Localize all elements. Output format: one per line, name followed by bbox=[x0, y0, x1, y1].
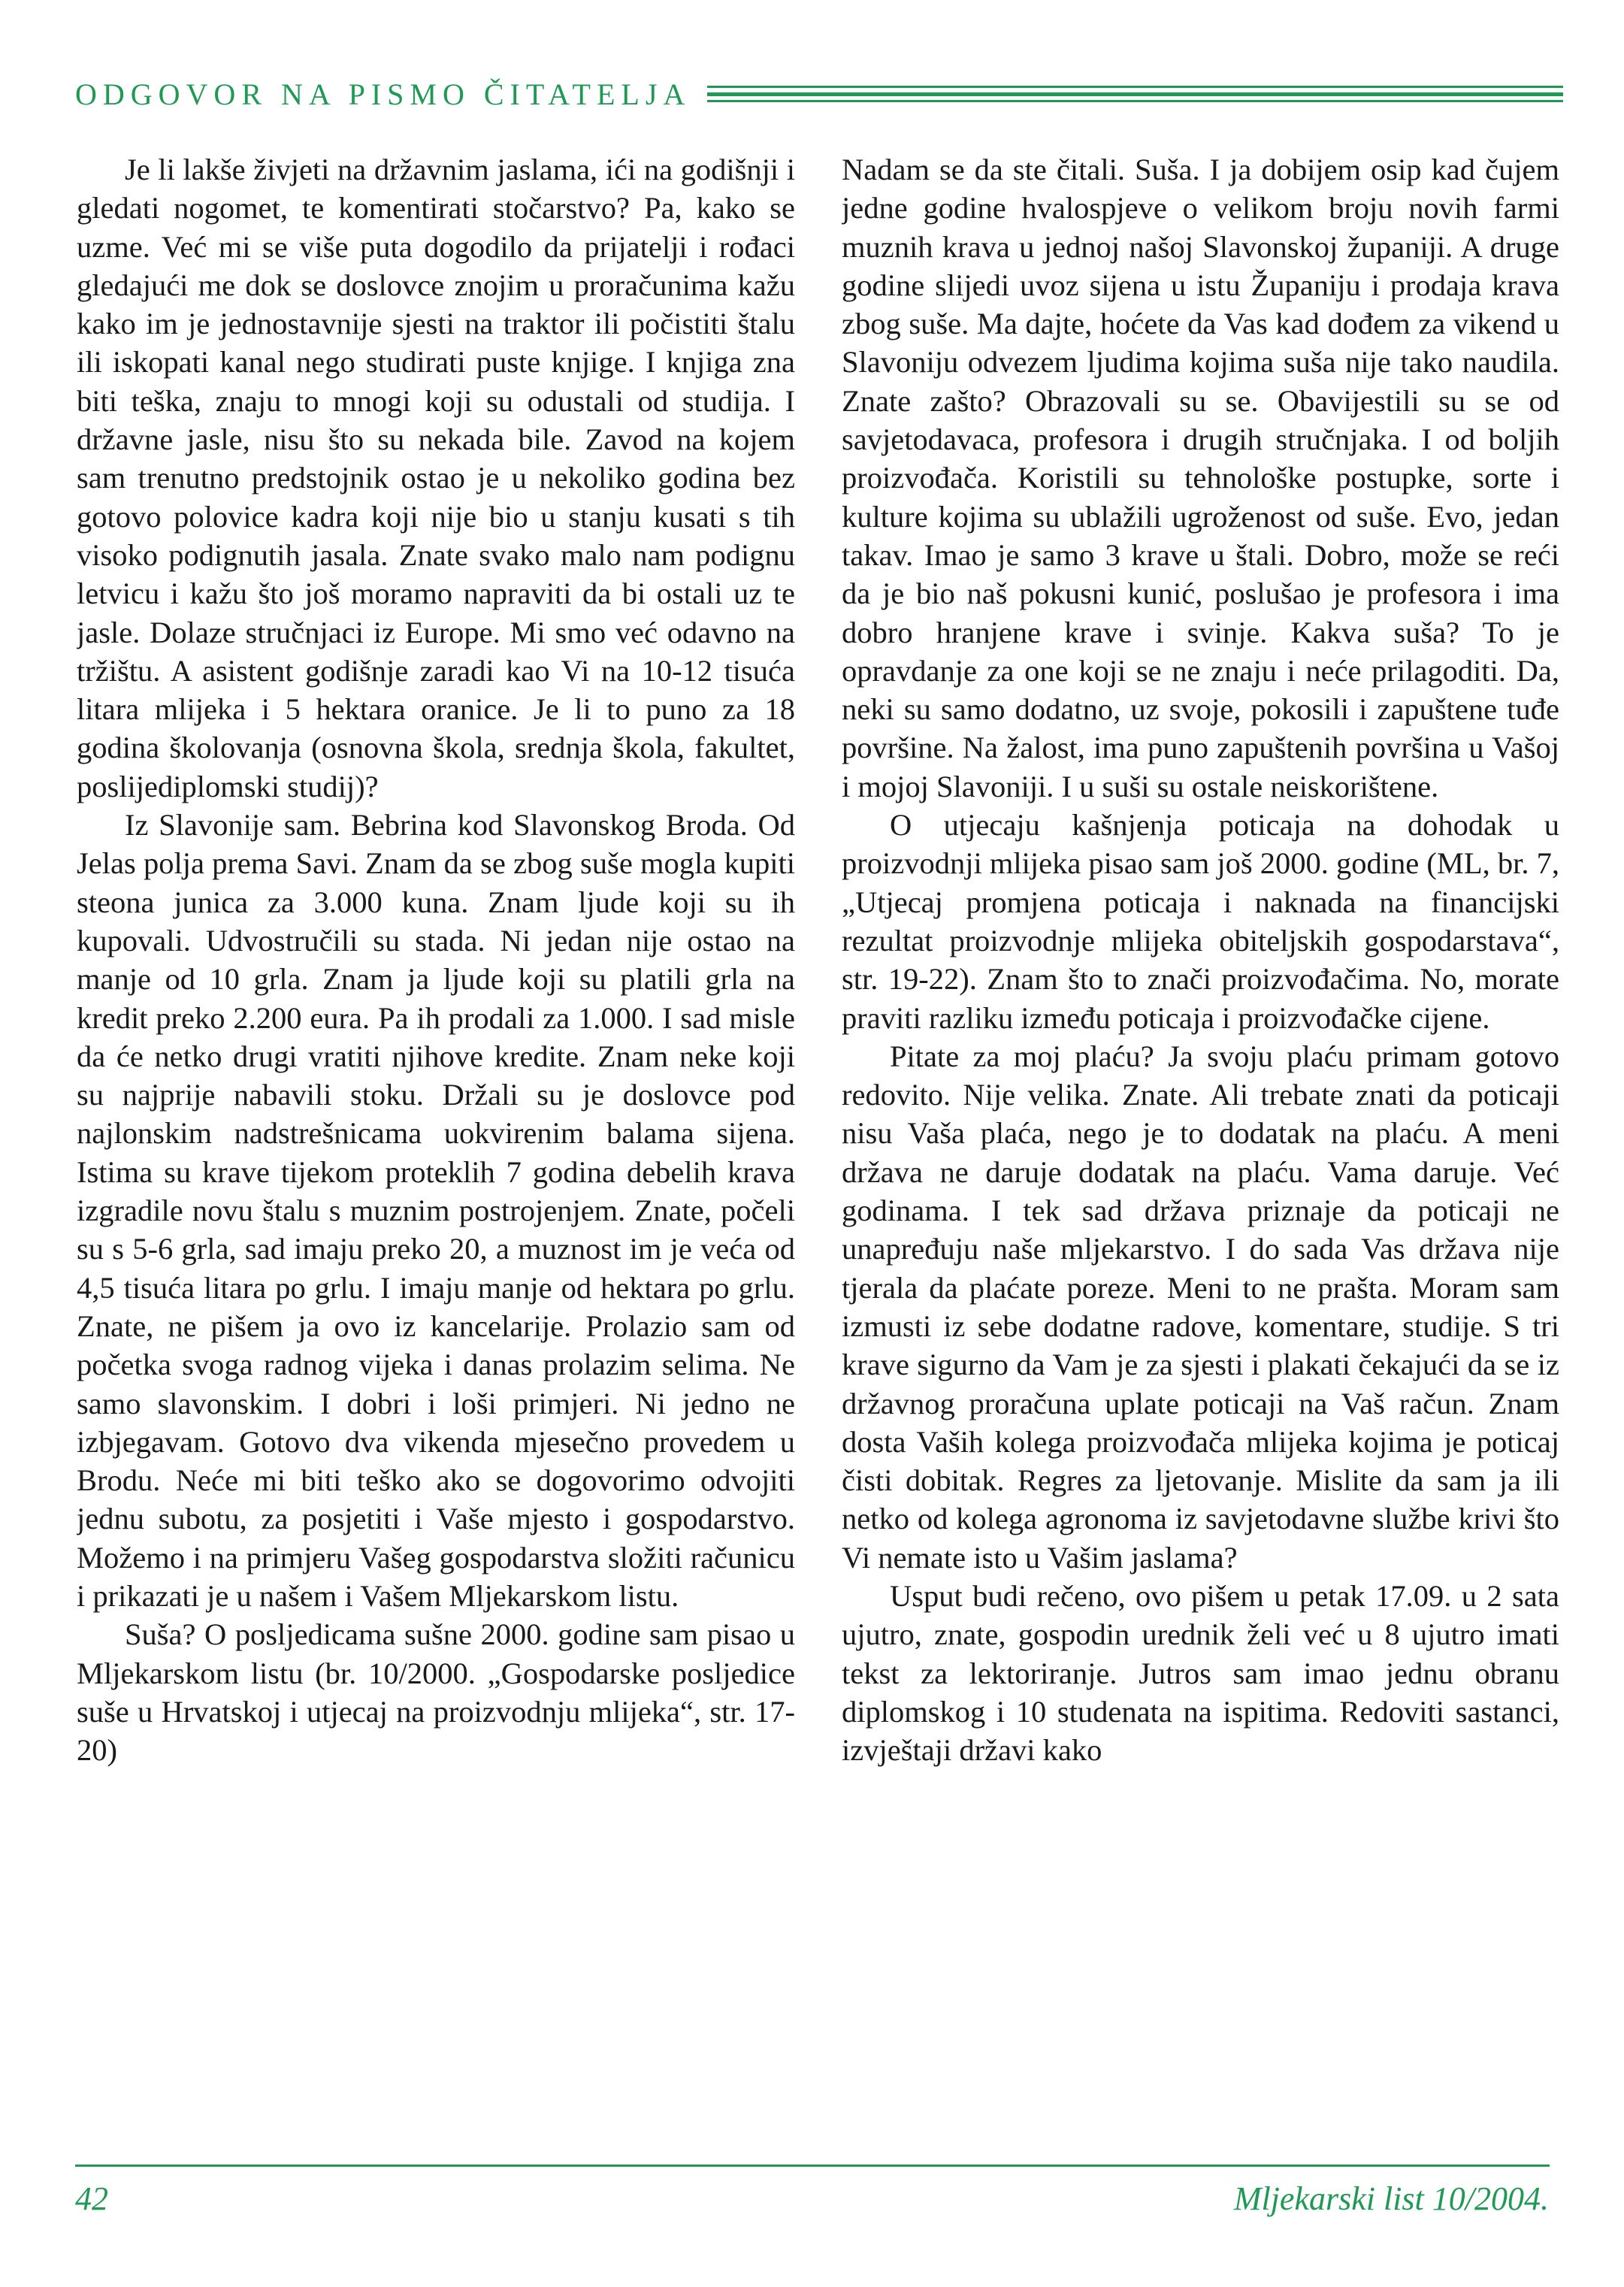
paragraph: Je li lakše živjeti na državnim jaslama, ići na godišnji i gledati nogomet, te komentirati stočarstvo? Pa, kako se uzme. Već mi se više puta dogodilo da prijatelji i rođaci gledajući me dok se doslovce znojim u proračunima kažu kako im je jednostavnije sjesti na traktor ili počistiti štalu ili iskopati kanal nego studirati puste knjige. I knjiga zna biti teška, znaju to mnogi koji su odustali od studija. I državne jasle, nisu što su nekada bile. Zavod na kojem sam trenutno predstojnik ostao je u nekoliko godina bez gotovo polovice kadra koji nije bio u stanju kusati s tih visoko podignutih jasala. Znate svako malo nam podignu letvicu i kažu što još moramo napraviti da bi ostali uz te jasle. Dolaze stručnjaci iz Europe. Mi smo već odavno na tržištu. A asistent godišnje zaradi kao Vi na 10-12 tisuća litara mlijeka i 5 hektara oranice. Je li to puno za 18 godina školovanja (osnovna škola, srednja škola, fakultet, poslijediplomski studij)? bbox=[77, 153, 795, 803]
page-number: 42 bbox=[75, 2180, 108, 2217]
paragraph: Iz Slavonije sam. Bebrina kod Slavonskog Broda. Od Jelas polja prema Savi. Znam da se zbog suše mogla kupiti steona junica za 3.000 kuna. Znam ljude koji su ih kupovali. Udvostručili su stada. Ni jedan nije ostao na manje od 10 grla. Znam ja ljude koji su platili grla na kredit preko 2.200 eura. Pa ih prodali za 1.000. I sad misle da će netko drugi vratiti njihove kredite. Znam neke koji su najprije nabavili stoku. Držali su je doslovce pod najlonskim nadstrešnicama uokvirenim balama sijena. Istima su krave tijekom proteklih 7 godina debelih krava izgradile novu štalu s muznim postrojenjem. Znate, počeli su s 5-6 grla, sad imaju preko 20, a muznost im je veća od 4,5 tisuća litara po grlu. I imaju manje od hektara po grlu. Znate, ne pišem ja ovo iz kancelarije. Prolazio sam od početka svoga radnog vijeka i danas prolazim selima. Ne samo slavonskim. I dobri i loši primjeri. Ni jedno ne izbjegavam. Gotovo dva vikenda mjesečno provedem u Brodu. Neće mi biti teško ako se dogovorimo odvojiti jednu subotu, za posjetiti i Vaše mjesto i gospodarstvo. Možemo i na primjeru Vašeg gospodarstva složiti računicu i prikazati je u našem i Vašem Mljekarskom listu. bbox=[77, 808, 795, 1613]
header-rule bbox=[707, 86, 1563, 102]
paragraph: Pitate za moj plaću? Ja svoju plaću primam gotovo redovito. Nije velika. Znate. Ali trebate znati da poticaji nisu Vaša plaća, nego je to dodatak na plaću. A meni država ne daruje dodatak na plaću. Vama daruje. Već godinama. I tek sad država priznaje da poticaji ne unapređuju naše mljekarstvo. I do sada Vas država nije tjerala da plaćate poreze. Meni to ne prašta. Moram sam izmusti iz sebe dodatne radove, komentare, studije. S tri krave sigurno da Vam je za sjesti i plakati čekajući da se iz državnog proračuna uplate poticaji na Vaš račun. Znam dosta Vaših kolega proizvođača mlijeka kojima je poticaj čisti dobitak. Regres za ljetovanje. Mislite da sam ja ili netko od kolega agronoma iz savjetodavne službe krivi što Vi nemate isto u Vašim jaslama? bbox=[842, 1039, 1559, 1575]
footer-rule bbox=[75, 2164, 1550, 2167]
paragraph: Usput budi rečeno, ovo pišem u petak 17.09. u 2 sata ujutro, znate, gospodin urednik želi već u 8 ujutro imati tekst za lektoriranje. Jutros sam imao jednu obranu diplomskog i 10 studenata na ispitima. Redoviti sastanci, izvještaji državi kako bbox=[842, 1578, 1559, 1768]
section-title: ODGOVOR NA PISMO ČITATELJA bbox=[75, 77, 691, 111]
paragraph: O utjecaju kašnjenja poticaja na dohodak u proizvodnji mlijeka pisao sam još 2000. godine (ML, br. 7, „Utjecaj promjena poticaja i naknada na financijski rezultat proizvodnje mlijeka obiteljskih gospodarstava“, str. 19-22). Znam što to znači proizvođačima. No, morate praviti razliku između poticaja i proizvođačke cijene. bbox=[842, 808, 1559, 1035]
right-column bbox=[842, 150, 1559, 2202]
paragraph: Nadam se da ste čitali. Suša. I ja dobijem osip kad čujem jedne godine hvalospjeve o velikom broju novih farmi muznih krava u jednoj našoj Slavonskoj županiji. A druge godine slijedi uvoz sijena u istu Županiju i prodaja krava zbog suše. Ma dajte, hoćete da Vas kad dođem za vikend u Slavoniju odvezem ljudima kojima suša nije tako naudila. Znate zašto? Obrazovali su se. Obavijestili su se od savjetodavaca, profesora i drugih stručnjaka. I od boljih proizvođača. Koristili su tehnološke postupke, sorte i kulture kojima su ublažili ugroženost od suše. Evo, jedan takav. Imao je samo 3 krave u štali. Dobro, može se reći da je bio naš pokusni kunić, poslušao je profesora i ima dobro hranjene krave i svinje. Kakva suša? To je opravdanje za one koji se ne znaju i neće prilagoditi. Da, neki su samo dodatno, uz svoje, pokosili i zapuštene tuđe površine. Na žalost, ima puno zapuštenih površina u Vašoj i mojoj Slavoniji. I u suši su ostale neiskorištene. bbox=[842, 153, 1559, 803]
journal-issue: Mljekarski list 10/2004. bbox=[1233, 2180, 1549, 2217]
section-header bbox=[75, 71, 1563, 116]
paragraph: Suša? O posljedicama sušne 2000. godine sam pisao u Mljekarskom listu (br. 10/2000. „Gospodarske posljedice suše u Hrvatskoj i utjecaj na proizvodnju mlijeka“, str. 17-20) bbox=[77, 1617, 795, 1768]
left-column bbox=[77, 150, 795, 2202]
